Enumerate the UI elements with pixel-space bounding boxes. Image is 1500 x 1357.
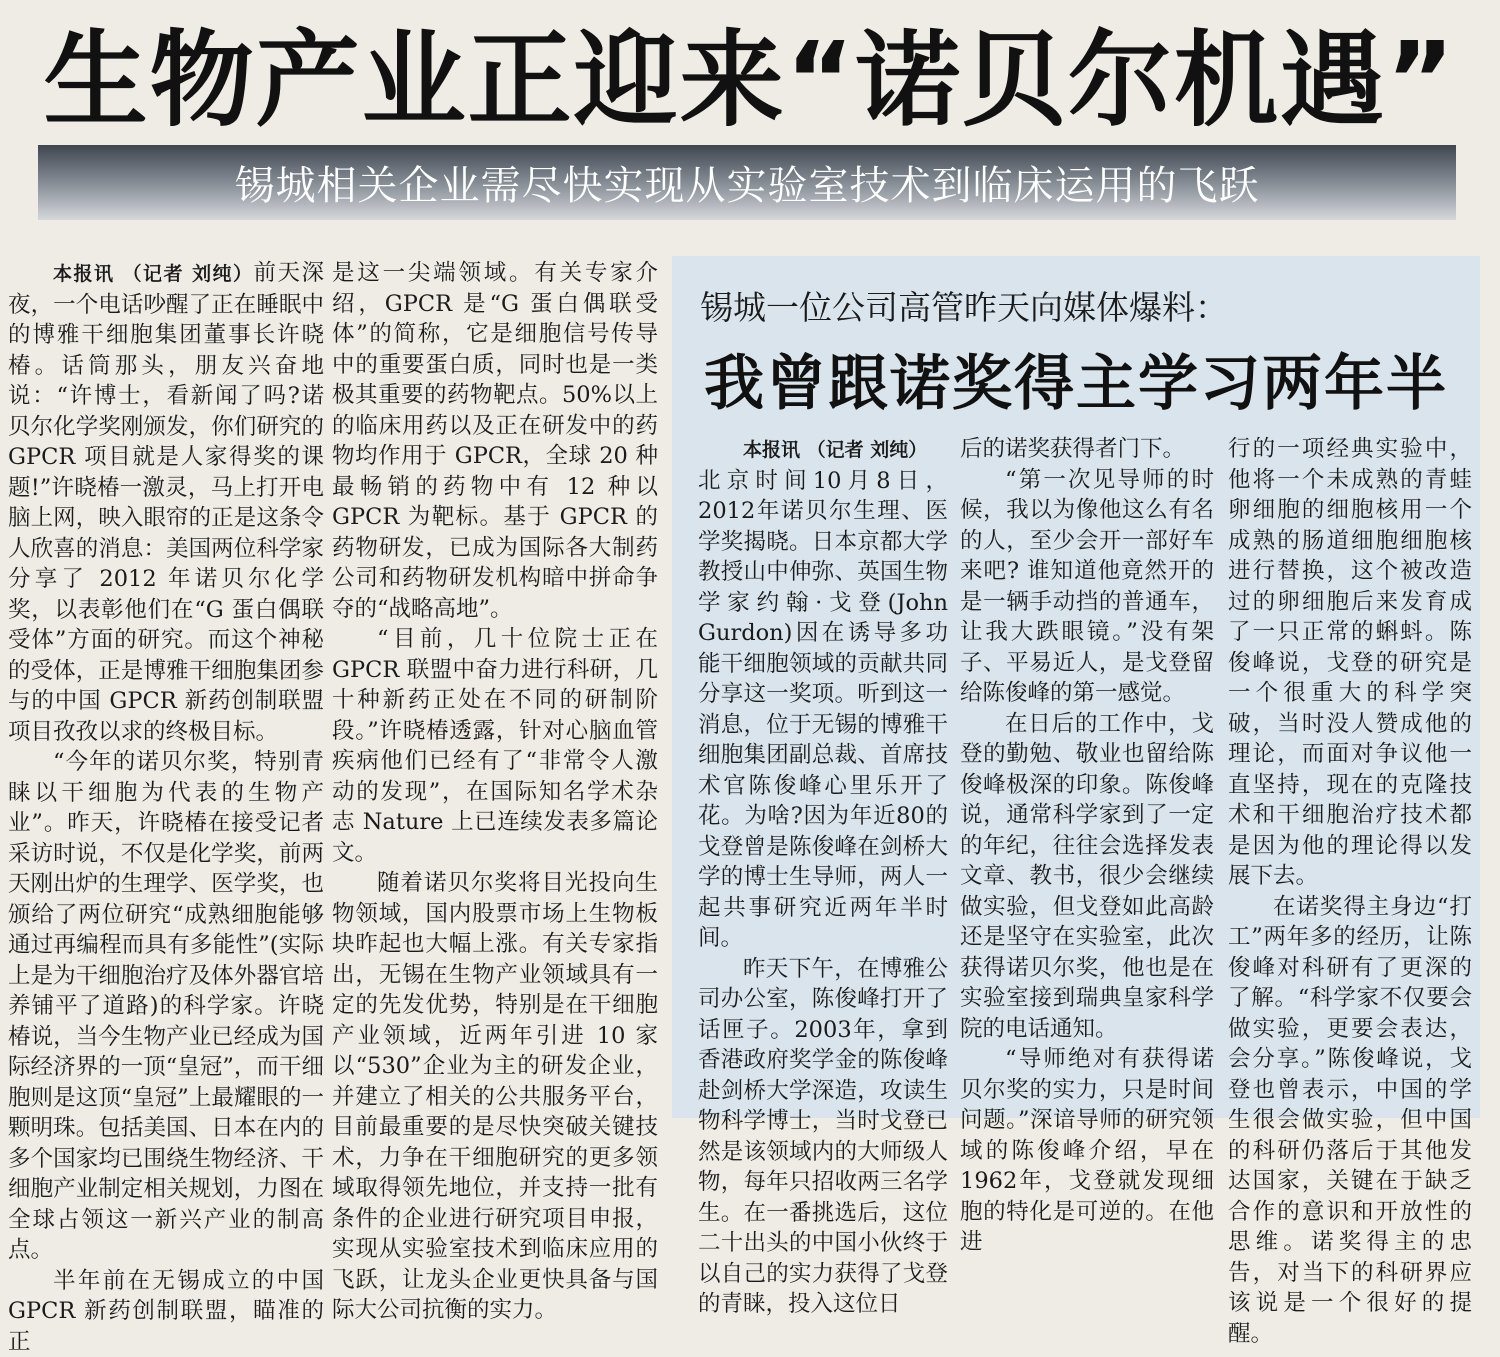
sidebar-paragraph: 在诺奖得主身边“打工”两年多的经历，让陈俊峰对科研有了更深的了解。“科学家不仅要会做实验，更要会表达，会分享。”陈俊峰说，戈登也曾表示，中国的学生很会做实验，但中国的科研仍落后于其他发达国家，关键在于缺乏合作的意识和开放性的思维。诺奖得主的忠告，对当下的科研界应该说是一个很好的提醒。 — [1228, 892, 1472, 1350]
main-article-byline: 本报讯 （记者 刘纯） — [53, 263, 254, 285]
page-headline: 生物产业正迎来“诺贝尔机遇” — [0, 6, 1500, 136]
subheadline-banner — [38, 145, 1456, 220]
sidebar-paragraph: “导师绝对有获得诺贝尔奖的实力，只是时间问题。”深谙导师的研究领域的陈俊峰介绍，早在 1962年，戈登就发现细胞的特化是可逆的。在他进 — [960, 1044, 1214, 1258]
main-article-paragraph: 是这一尖端领域。有关专家介绍，GPCR 是“G 蛋白偶联受体”的简称，它是细胞信号传导中的重要蛋白质，同时也是一类极其重要的药物靶点。50%以上的临床用药以及正在研发中的药物均作用于 GPCR，全球 20 种最畅销的药物中有 12 种以 GPCR 为靶标。基于 GPCR 的药物研发，已成为国际各大制药公司和药物研发机构暗中拼命争夺的“战略高地”。 — [332, 258, 658, 624]
sidebar-article-column-1 — [698, 434, 948, 1104]
sidebar-byline-line — [698, 434, 948, 466]
sidebar-paragraph: 北京时间10月8日，2012年诺贝尔生理、医学奖揭晓。日本京都大学教授山中伸弥、英国生物学家约翰·戈登(John Gurdon)因在诱导多功能干细胞领域的贡献共同分享这一奖项。听到这一消息，位于无锡的博雅干细胞集团副总裁、首席技术官陈俊峰心里乐开了花。为啥?因为年近80的戈登曾是陈俊峰在剑桥大学的博士生导师，两人一起共事研究近两年半时间。 — [698, 466, 948, 954]
main-article-paragraph: 半年前在无锡成立的中国 GPCR 新药创制联盟，瞄准的正 — [8, 1266, 324, 1357]
sidebar-article-box — [672, 256, 1480, 1118]
subheadline: 锡城相关企业需尽快实现从实验室技术到临床运用的飞跃 — [38, 145, 1456, 220]
main-article-paragraph: 随着诺贝尔奖将目光投向生物领域，国内股票市场上生物板块昨起也大幅上涨。有关专家指出，无锡在生物产业领域具有一定的先发优势，特别是在干细胞产业领域，近两年引进 10 家以“530”企业为主的研发企业，并建立了相关的公共服务平台，目前最重要的是尽快突破关键技术，力争在干细胞研究的更多领域取得领先地位，并支持一批有条件的企业进行研究项目申报，实现从实验室技术到临床应用的飞跃，让龙头企业更快具备与国际大公司抗衡的实力。 — [332, 868, 658, 1326]
main-article-paragraph: “目前，几十位院士正在 GPCR 联盟中奋力进行科研，几十种新药正处在不同的研制阶段。”许晓椿透露，针对心脑血管疾病他们已经有了“非常令人激动的发现”，在国际知名学术杂志 Nature 上已连续发表多篇论文。 — [332, 624, 658, 868]
sidebar-kicker: 锡城一位公司高管昨天向媒体爆料： — [700, 282, 1460, 334]
sidebar-paragraph: 后的诺奖获得者门下。 — [960, 434, 1214, 465]
main-article-paragraph: 本报讯 （记者 刘纯）前天深夜，一个电话吵醒了正在睡眠中的博雅干细胞集团董事长许晓椿。话筒那头，朋友兴奋地说：“许博士，看新闻了吗?诺贝尔化学奖刚颁发，你们研究的 GPCR 项目就是人家得奖的课题!”许晓椿一激灵，马上打开电脑上网，映入眼帘的正是这条令人欣喜的消息：美国两位科学家分享了 2012 年诺贝尔化学奖，以表彰他们在“G 蛋白偶联受体”方面的研究。而这个神秘的受体，正是博雅干细胞集团参与的中国 GPCR 新药创制联盟项目孜孜以求的终极目标。 — [8, 258, 324, 747]
sidebar-byline: 本报讯 （记者 刘纯） — [743, 439, 927, 461]
main-article-column-2 — [332, 258, 658, 1120]
sidebar-paragraph: 昨天下午，在博雅公司办公室，陈俊峰打开了话匣子。2003年，拿到香港政府奖学金的陈俊峰赴剑桥大学深造，攻读生物科学博士，当时戈登已然是该领域内的大师级人物，每年只招收两三名学生。在一番挑选后，这位二十出头的中国小伙终于以自己的实力获得了戈登的青睐，投入这位日 — [698, 954, 948, 1320]
sidebar-paragraph: 行的一项经典实验中，他将一个未成熟的青蛙卵细胞的细胞核用一个成熟的肠道细胞细胞核进行替换，这个被改造过的卵细胞后来发育成了一只正常的蝌蚪。陈俊峰说，戈登的研究是一个很重大的科学突破，当时没人赞成他的理论，而面对争议他一直坚持，现在的克隆技术和干细胞治疗技术都是因为他的理论得以发展下去。 — [1228, 434, 1472, 892]
sidebar-title: 我曾跟诺奖得主学习两年半 — [672, 342, 1480, 426]
sidebar-article-column-3 — [1228, 434, 1472, 1104]
sidebar-paragraph: 在日后的工作中，戈登的勤勉、敬业也留给陈俊峰极深的印象。陈俊峰说，通常科学家到了一定的年纪，往往会选择发表文章、教书，很少会继续做实验，但戈登如此高龄还是坚守在实验室，此次获得诺贝尔奖，他也是在实验室接到瑞典皇家科学院的电话通知。 — [960, 709, 1214, 1045]
sidebar-article-column-2 — [960, 434, 1214, 1104]
sidebar-paragraph: “第一次见导师的时候，我以为像他这么有名的人，至少会开一部好车来吧? 谁知道他竟然开的是一辆手动挡的普通车，让我大跌眼镜。”没有架子、平易近人，是戈登留给陈俊峰的第一感觉。 — [960, 465, 1214, 709]
main-article-paragraph: “今年的诺贝尔奖，特别青睐以干细胞为代表的生物产业”。昨天，许晓椿在接受记者采访时说，不仅是化学奖，前两天刚出炉的生理学、医学奖，也颁给了两位研究“成熟细胞能够通过再编程而具有多能性”(实际上是为干细胞治疗及体外器官培养铺平了道路)的科学家。许晓椿说，当今生物产业已经成为国际经济界的一顶“皇冠”，而干细胞则是这顶“皇冠”上最耀眼的一颗明珠。包括美国、日本在内的多个国家均已围绕生物经济、干细胞产业制定相关规划，力图在全球占领这一新兴产业的制高点。 — [8, 747, 324, 1266]
main-article-column-1 — [8, 258, 324, 1120]
